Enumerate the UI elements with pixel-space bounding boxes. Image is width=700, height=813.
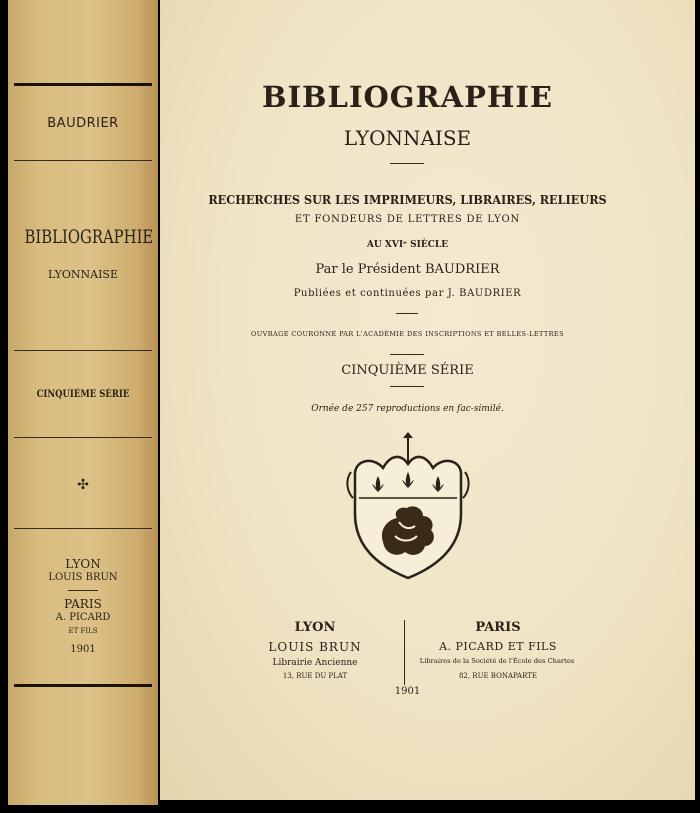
spine-small-rule	[68, 590, 98, 591]
spine-author: BAUDRIER	[47, 116, 119, 131]
cover-divider	[390, 386, 424, 387]
award-line: OUVRAGE COURONNÉ PAR L'ACADÉMIE DES INSCRIPTIONS ET BELLES-LETTRES	[251, 330, 564, 338]
spine-title: BIBLIOGRAPHIE	[24, 226, 154, 248]
spine-rule-bottom	[14, 684, 152, 687]
cover-divider	[396, 313, 418, 314]
cover-year: 1901	[394, 686, 421, 697]
paris-address: 82, RUE BONAPARTE	[458, 672, 538, 680]
spine-rule	[14, 437, 152, 438]
author-line: Par le Président BAUDRIER	[315, 262, 500, 277]
paris-publisher: A. PICARD ET FILS	[439, 640, 557, 653]
paris-city: PARIS	[475, 620, 521, 635]
spine-series: CINQUIÈME SÉRIE	[36, 389, 130, 400]
spine-publisher-paris: A. PICARD	[55, 612, 111, 623]
book-cover	[160, 0, 695, 800]
spine-publisher-lyon: LOUIS BRUN	[48, 572, 118, 583]
coat-of-arms-icon	[343, 432, 473, 582]
cover-subtitle: LYONNAISE	[343, 126, 472, 150]
lyon-city: LYON	[294, 620, 336, 635]
cover-divider	[390, 163, 424, 164]
spine-rule	[14, 528, 152, 529]
lyon-desc: Librairie Ancienne	[272, 658, 358, 668]
spine-year: 1901	[70, 644, 96, 655]
spine-rule-top	[14, 83, 152, 86]
cover-divider	[390, 354, 424, 355]
paris-desc: Libraires de la Société de l'École des Chartes	[419, 657, 575, 665]
research-line-1: RECHERCHES SUR LES IMPRIMEURS, LIBRAIRES, RELIEURS	[208, 192, 607, 207]
continued-line: Publiées et continuées par J. BAUDRIER	[293, 288, 522, 299]
century-line: AU XVIᵉ SIÈCLE	[366, 240, 449, 250]
research-line-2: ET FONDEURS DE LETTRES DE LYON	[294, 214, 521, 225]
spine-ornament-icon: ✣	[77, 477, 89, 493]
cover-series: CINQUIÈME SÉRIE	[341, 363, 474, 378]
lyon-address: 13, RUE DU PLAT	[282, 672, 348, 680]
spine-rule	[14, 160, 152, 161]
publisher-divider	[404, 620, 405, 685]
spine-rule	[14, 350, 152, 351]
reproductions-line: Ornée de 257 reproductions en fac-similé.	[311, 404, 504, 414]
spine-city-paris: PARIS	[64, 597, 102, 611]
spine-city-lyon: LYON	[65, 557, 101, 571]
cover-title: BIBLIOGRAPHIE	[261, 80, 554, 114]
lyon-publisher: LOUIS BRUN	[268, 640, 362, 654]
spine-subtitle: LYONNAISE	[48, 268, 118, 281]
spine-publisher-paris-b: ET FILS	[68, 627, 98, 635]
